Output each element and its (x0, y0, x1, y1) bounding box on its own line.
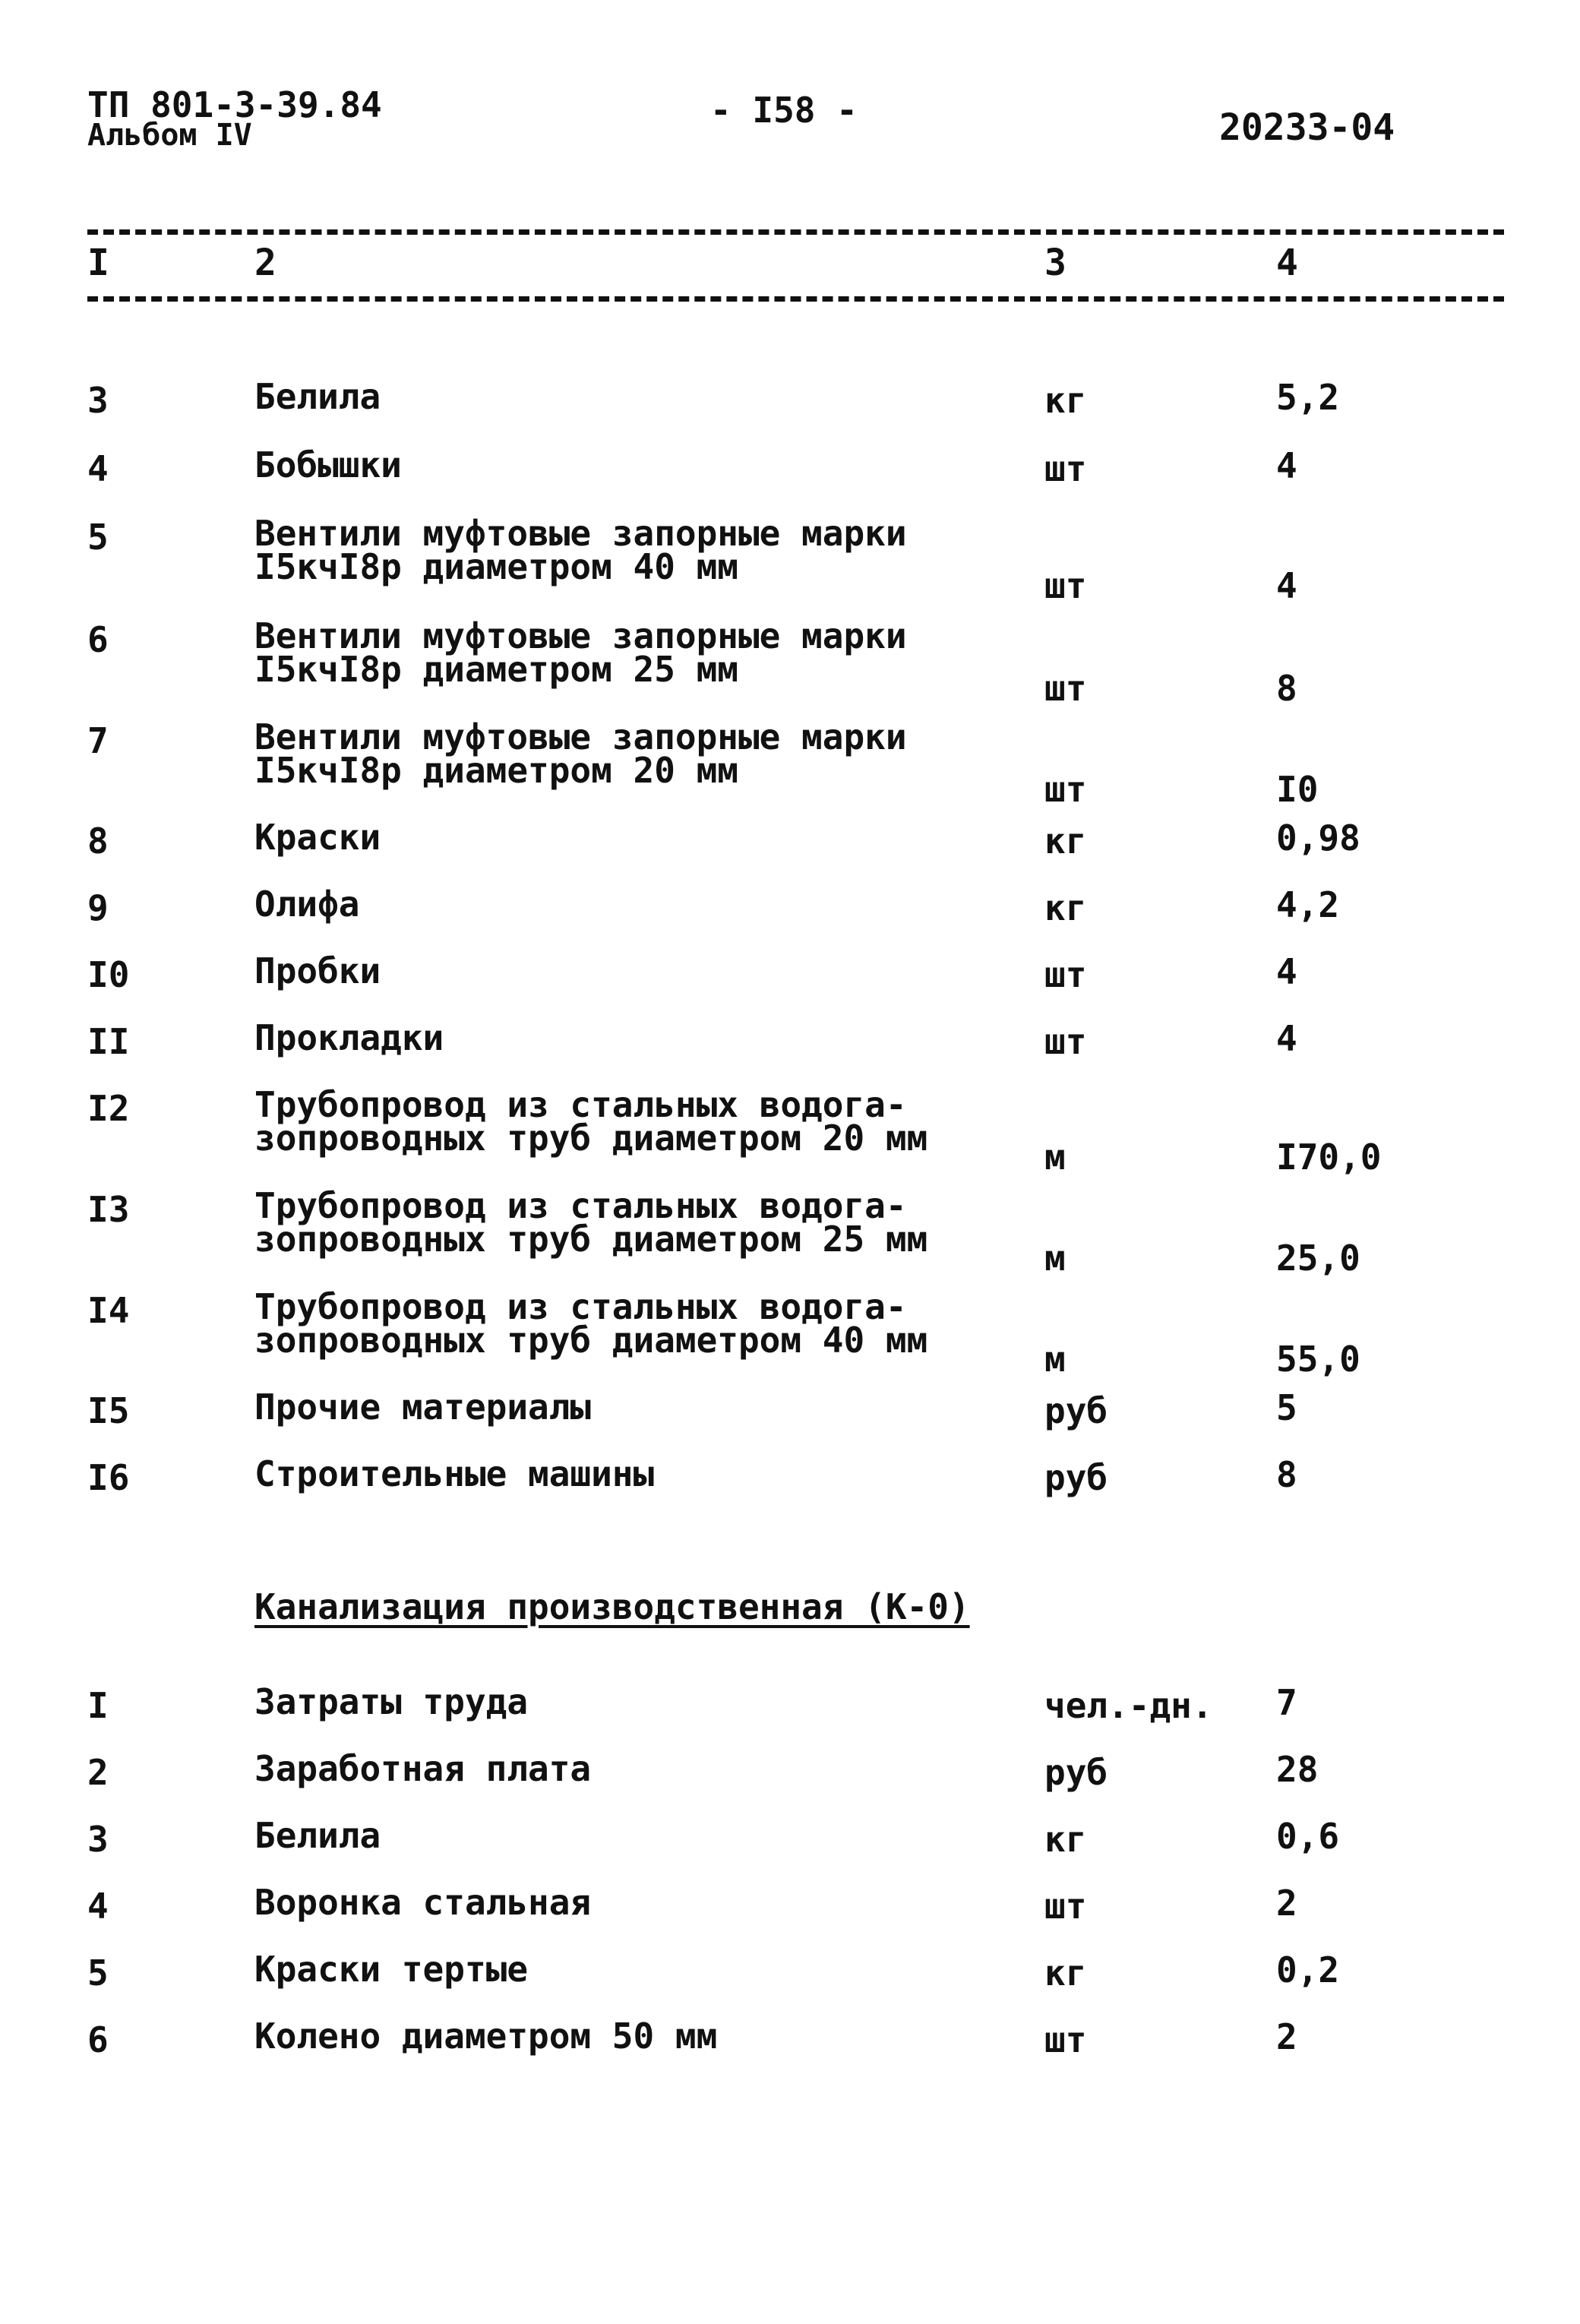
row-quantity: 2 (1276, 2016, 1297, 2057)
row-name-line: Прокладки (254, 1017, 444, 1058)
row-name-line: зопроводных труб диаметром 20 мм (254, 1118, 928, 1159)
row-unit: шт (1044, 668, 1087, 709)
row-name (254, 2016, 718, 2057)
row-name-line: Белила (254, 376, 381, 417)
row-name-line: Трубопровод из стальных водога- (254, 1185, 907, 1226)
row-name (254, 1882, 592, 1923)
row-quantity: 0,6 (1276, 1816, 1340, 1857)
row-quantity: 7 (1276, 1682, 1297, 1723)
row-quantity: 4 (1276, 1018, 1297, 1059)
row-number: 6 (87, 619, 109, 660)
row-number: I (87, 1685, 109, 1726)
column-header-3: 3 (1044, 242, 1066, 284)
row-unit: м (1044, 1238, 1066, 1279)
row-unit: шт (1044, 954, 1087, 995)
row-name (254, 716, 907, 791)
row-unit: шт (1044, 2019, 1087, 2060)
row-number: I3 (87, 1189, 130, 1230)
row-name (254, 1949, 529, 1990)
row-name (254, 513, 907, 587)
row-number: 9 (87, 887, 109, 928)
row-name (254, 1453, 655, 1494)
table-header-rule (87, 296, 1504, 302)
row-quantity: 0,2 (1276, 1949, 1340, 1990)
document-code-line1: ТП 801-3-39.84 (87, 84, 382, 125)
row-name-line: I5кчI8р диаметром 20 мм (254, 750, 738, 791)
row-name (254, 615, 907, 690)
row-name-line: Трубопровод из стальных водога- (254, 1084, 907, 1125)
row-name-line: Прочие материалы (254, 1386, 592, 1428)
row-unit: кг (1044, 821, 1087, 862)
row-name (254, 950, 381, 991)
row-number: 3 (87, 1819, 109, 1860)
row-number: I2 (87, 1088, 130, 1129)
row-unit: кг (1044, 1952, 1087, 1994)
row-number: 5 (87, 1952, 109, 1994)
row-quantity: 5 (1276, 1387, 1297, 1428)
row-number: II (87, 1021, 130, 1062)
row-quantity: 2 (1276, 1883, 1297, 1924)
row-number: 8 (87, 821, 109, 862)
column-header-1: I (87, 242, 109, 284)
row-name (254, 376, 381, 417)
row-name-line: Олифа (254, 884, 360, 925)
row-name-line: Затраты труда (254, 1681, 529, 1722)
row-name (254, 1017, 444, 1058)
row-unit: шт (1044, 448, 1087, 489)
row-unit: чел.-дн. (1044, 1685, 1213, 1726)
row-name (254, 1185, 928, 1260)
row-name-line: Воронка стальная (254, 1882, 592, 1923)
row-number: 2 (87, 1752, 109, 1793)
row-unit: руб (1044, 1457, 1108, 1498)
album-label: Альбом IV (87, 118, 252, 153)
row-unit: м (1044, 1339, 1066, 1380)
row-quantity: 4 (1276, 565, 1297, 606)
row-number: 5 (87, 517, 109, 558)
row-name-line: Вентили муфтовые запорные марки (254, 615, 907, 656)
row-name (254, 444, 402, 485)
document-number: 20233-04 (1219, 106, 1395, 149)
row-unit: м (1044, 1137, 1066, 1178)
table-top-rule (87, 229, 1504, 235)
row-name-line: Строительные машины (254, 1453, 655, 1494)
row-name-line: Вентили муфтовые запорные марки (254, 513, 907, 554)
row-unit: шт (1044, 1021, 1087, 1062)
row-name (254, 1681, 529, 1722)
row-name-line: зопроводных труб диаметром 25 мм (254, 1219, 928, 1260)
row-number: I4 (87, 1290, 130, 1331)
column-header-4: 4 (1276, 242, 1298, 284)
row-quantity: I70,0 (1276, 1137, 1382, 1178)
row-quantity: I0 (1276, 769, 1319, 810)
row-name (254, 1286, 928, 1361)
row-quantity: 8 (1276, 668, 1297, 709)
row-unit: шт (1044, 769, 1087, 810)
row-name-line: I5кчI8р диаметром 25 мм (254, 649, 738, 690)
row-number: 6 (87, 2019, 109, 2060)
row-name-line: Краски (254, 817, 381, 858)
row-name-line: Краски тертые (254, 1949, 529, 1990)
row-number: 4 (87, 1886, 109, 1927)
row-number: I5 (87, 1390, 130, 1431)
row-name-line: Пробки (254, 950, 381, 991)
row-name (254, 1815, 381, 1856)
row-number: 7 (87, 720, 109, 761)
row-unit: кг (1044, 887, 1087, 928)
row-quantity: 4,2 (1276, 884, 1340, 925)
row-number: I0 (87, 954, 130, 995)
row-quantity: 28 (1276, 1749, 1319, 1790)
row-name (254, 1748, 592, 1789)
row-name-line: Заработная плата (254, 1748, 592, 1789)
row-quantity: 55,0 (1276, 1339, 1360, 1380)
document-code (87, 84, 382, 153)
column-header-2: 2 (254, 242, 276, 284)
row-number: 4 (87, 448, 109, 489)
row-number: 3 (87, 380, 109, 421)
page-number: - I58 - (710, 90, 858, 131)
row-name (254, 1084, 928, 1159)
row-unit: руб (1044, 1390, 1108, 1431)
row-name (254, 884, 360, 925)
section-title: Канализация производственная (К-0) (254, 1586, 970, 1627)
row-name-line: I5кчI8р диаметром 40 мм (254, 546, 738, 587)
row-name-line: зопроводных труб диаметром 40 мм (254, 1320, 928, 1361)
row-name-line: Белила (254, 1815, 381, 1856)
row-name-line: Вентили муфтовые запорные марки (254, 716, 907, 757)
row-name-line: Колено диаметром 50 мм (254, 2016, 718, 2057)
row-quantity: 8 (1276, 1454, 1297, 1495)
row-name (254, 1386, 592, 1428)
row-unit: кг (1044, 380, 1087, 421)
row-quantity: 0,98 (1276, 817, 1360, 858)
row-quantity: 5,2 (1276, 377, 1340, 418)
row-quantity: 25,0 (1276, 1238, 1360, 1279)
row-unit: шт (1044, 1886, 1087, 1927)
row-quantity: 4 (1276, 951, 1297, 992)
row-unit: шт (1044, 565, 1087, 606)
row-unit: руб (1044, 1752, 1108, 1793)
row-name-line: Бобышки (254, 444, 402, 485)
row-quantity: 4 (1276, 445, 1297, 486)
row-name-line: Трубопровод из стальных водога- (254, 1286, 907, 1327)
row-unit: кг (1044, 1819, 1087, 1860)
row-number: I6 (87, 1457, 130, 1498)
row-name (254, 817, 381, 858)
